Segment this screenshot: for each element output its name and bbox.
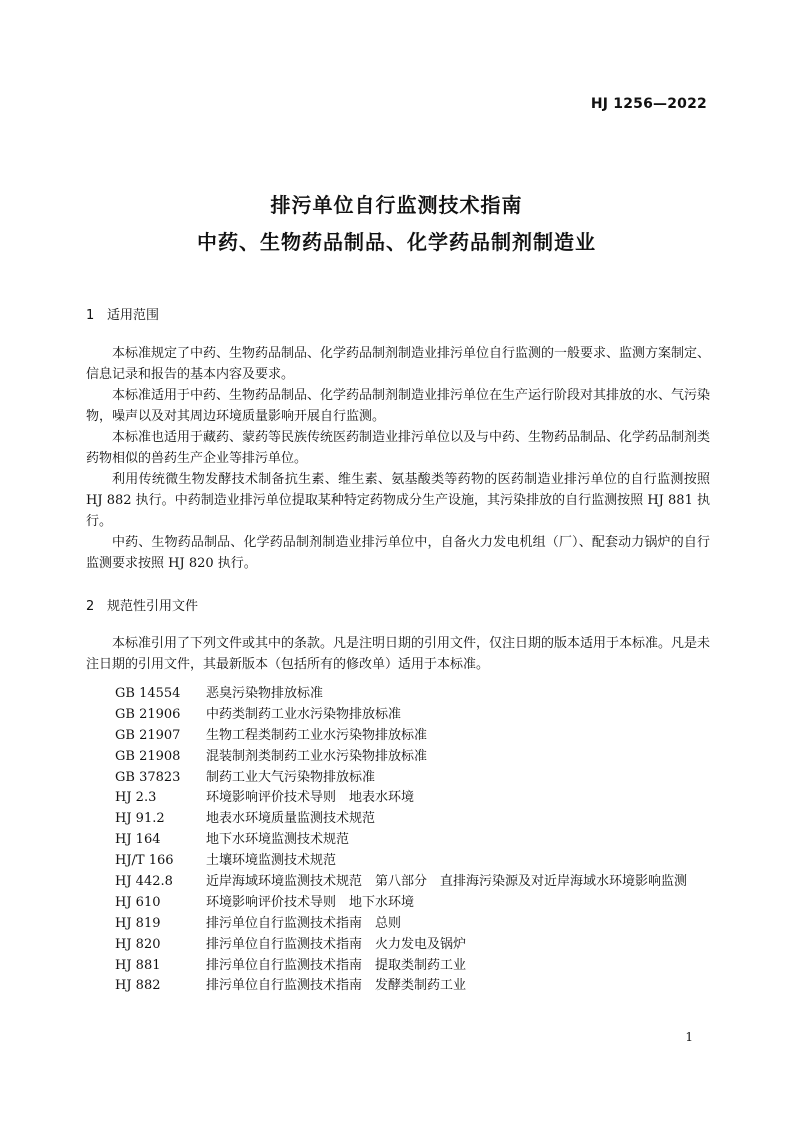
- reference-title: 排污单位自行监测技术指南 火力发电及锅炉: [206, 936, 467, 952]
- reference-code: HJ 2.3: [115, 790, 157, 806]
- reference-code: HJ 882: [115, 978, 161, 994]
- reference-title: 环境影响评价技术导则 地表水环境: [206, 790, 415, 806]
- reference-title: 混装制剂类制药工业水污染物排放标准: [206, 748, 428, 764]
- reference-title: 排污单位自行监测技术指南 发酵类制药工业: [206, 978, 467, 994]
- reference-code: HJ 820: [115, 936, 161, 952]
- reference-title: 恶臭污染物排放标准: [206, 686, 324, 701]
- reference-row: [115, 851, 715, 871]
- reference-title: 地表水环境质量监测技术规范: [206, 811, 376, 827]
- reference-code: HJ 881: [115, 957, 161, 973]
- reference-row: [115, 914, 715, 934]
- reference-row: [115, 768, 715, 788]
- reference-code: GB 21906: [115, 706, 181, 722]
- reference-row: [115, 830, 715, 850]
- reference-row: [115, 809, 715, 829]
- reference-title: 近岸海域环境监测技术规范 第八部分 直排海污染源及对近岸海域水环境影响监测: [206, 874, 688, 890]
- section-1-paragraph: 本标准适用于中药、生物药品制品、化学药品制剂制造业排污单位在生产运行阶段对其排放的水、气污染物，噪声以及对其周边环境质量影响开展自行监测。: [86, 388, 711, 424]
- reference-code: HJ 442.8: [115, 874, 173, 890]
- section-1-heading: [86, 304, 159, 323]
- reference-row: [115, 976, 715, 996]
- reference-code: HJ 164: [115, 832, 161, 848]
- reference-title: 排污单位自行监测技术指南 提取类制药工业: [206, 957, 467, 973]
- reference-row: [115, 747, 715, 767]
- reference-row: [115, 893, 715, 913]
- reference-row: [115, 705, 715, 725]
- page-number: 1: [685, 1030, 693, 1044]
- section-2-heading: [86, 595, 198, 614]
- reference-code: HJ 610: [115, 894, 161, 910]
- reference-title: 中药类制药工业水污染物排放标准: [206, 706, 402, 722]
- document-title-line1: 排污单位自行监测技术指南: [270, 193, 523, 217]
- reference-row: [115, 726, 715, 746]
- reference-code: GB 21907: [115, 727, 181, 743]
- standard-number: HJ 1256—2022: [590, 96, 707, 112]
- section-2-title: 规范性引用文件: [107, 599, 199, 614]
- reference-row: [115, 684, 715, 704]
- reference-title: 生物工程类制药工业水污染物排放标准: [206, 727, 428, 743]
- reference-code: GB 37823: [115, 769, 181, 785]
- section-1-paragraph: 中药、生物药品制品、化学药品制剂制造业排污单位中，自备火力发电机组（厂）、配套动力锅炉的自行监测要求按照 HJ 820 执行。: [86, 535, 710, 571]
- section-2-number: 2: [86, 599, 95, 614]
- reference-code: HJ 91.2: [115, 811, 165, 827]
- reference-title: 地下水环境监测技术规范: [206, 832, 350, 848]
- section-1-number: 1: [86, 308, 95, 323]
- reference-code: HJ/T 166: [115, 853, 174, 869]
- reference-code: HJ 819: [115, 915, 161, 931]
- section-1-paragraph: 本标准也适用于藏药、蒙药等民族传统医药制造业排污单位以及与中药、生物药品制品、化学药品制剂类药物相似的兽药生产企业等排污单位。: [86, 430, 711, 466]
- section-1-paragraph: 本标准规定了中药、生物药品制品、化学药品制剂制造业排污单位自行监测的一般要求、监测方案制定、信息记录和报告的基本内容及要求。: [86, 346, 711, 382]
- reference-row: [115, 788, 715, 808]
- reference-code: GB 21908: [115, 748, 181, 764]
- reference-title: 排污单位自行监测技术指南 总则: [206, 915, 402, 931]
- document-title-line2: 中药、生物药品制品、化学药品制剂制造业: [197, 230, 596, 254]
- reference-code: GB 14554: [115, 686, 181, 701]
- reference-title: 环境影响评价技术导则 地下水环境: [206, 894, 415, 910]
- reference-row: [115, 872, 715, 892]
- section-1-paragraph: 利用传统微生物发酵技术制备抗生素、维生素、氨基酸类等药物的医药制造业排污单位的自行监测按照 HJ 882 执行。中药制造业排污单位提取某种特定药物成分生产设施，其污染排放的自行监测按照 HJ 881 执行。: [86, 472, 710, 529]
- reference-title: 土壤环境监测技术规范: [206, 853, 337, 869]
- section-1-title: 适用范围: [107, 308, 160, 323]
- section-2-intro: 本标准引用了下列文件或其中的条款。凡是注明日期的引用文件，仅注日期的版本适用于本标准。凡是未注日期的引用文件，其最新版本（包括所有的修改单）适用于本标准。: [86, 636, 711, 672]
- reference-row: [115, 956, 715, 976]
- reference-list: [115, 684, 715, 996]
- reference-title: 制药工业大气污染物排放标准: [206, 769, 376, 785]
- reference-row: [115, 935, 715, 955]
